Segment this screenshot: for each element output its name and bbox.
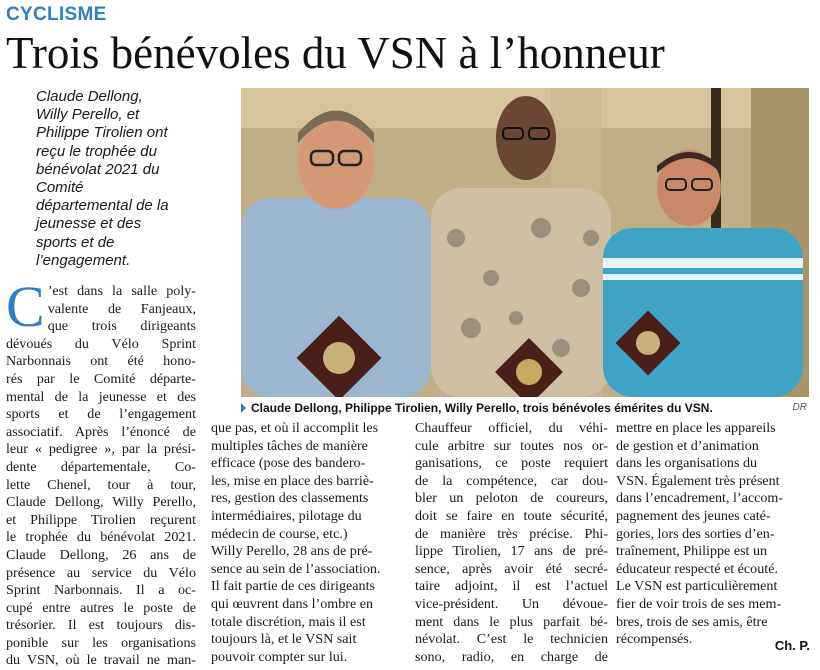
body-column-4	[616, 420, 812, 649]
body-column-3-text: Chauffeur officiel, du véhi- cule arbitre sur toutes nos or- ganisations, ce poste requiert de la compétence, car dou- bler un peloton de coureurs, doit se faire en toute sécurité, de manière très précise. Phi- lippe Tirolien, 17 ans de pré- sence, après avoir été secré- taire adjoint, il est l’actuel vice-président. Un dévoue- ment dans le plus parfait bé- névolat. C’est le technicien sono, radio, en charge de	[415, 420, 608, 665]
caption-text: Claude Dellong, Philippe Tirolien, Willy Perello, trois bénévoles émérites du VSN.	[251, 401, 713, 415]
body-column-1-text: ’est dans la salle poly- valente de Fanjeaux, que trois dirigeants dévoués du Vélo Sprint Narbonnais ont été hono- rés par le Comité départe- mental de la jeunesse et des sports et de l’engagement associatif. Après l’énoncé de leur « pedigree », par la prési- dente départementale, Co- lette Chenel, tour à tour, Claude Dellong, Willy Perello, et Philippe Tirolien reçurent le trophée du bénévolat 2021. Claude Dellong, 26 ans de présence au service du Vélo Sprint Narbonnais. Il a oc- cupé entre autres le poste de trésorier. Il est toujours dis- ponible sur les organisations du VSN, où le travail ne man-	[6, 283, 196, 669]
body-column-2	[211, 420, 404, 666]
body-column-3	[415, 420, 608, 666]
body-column-1	[6, 274, 196, 670]
body-column-2-text: que pas, et où il accomplit les multiples tâches de manière efficace (pose des bandero- les, mise en place des barriè- res, gestion des classements intermédiaires, pilotage du médecin de course, etc.) Willy Perello, 28 ans de pré- sence au sein de l’association. Il fait partie de ces dirigeants qui œuvrent dans l’ombre en totale discrétion, mais il est toujours là, et le VSN sait pouvoir compter sur lui.	[211, 420, 381, 665]
drop-cap: C	[6, 274, 45, 339]
photo-credit: DR	[792, 402, 807, 413]
lede-paragraph: Claude Dellong, Willy Perello, et Philippe Tirolien ont reçu le trophée du bénévolat 2021 du Comité départemental de la jeunesse et des sports et de l’engagement.	[36, 88, 169, 269]
section-rubric: CYCLISME	[6, 4, 107, 25]
caption-marker-icon	[241, 403, 246, 413]
author-signature: Ch. P.	[774, 638, 810, 653]
photo-caption	[241, 400, 809, 416]
body-column-4-text: mettre en place les appareils de gestion et d’animation dans les organisations du VSN. Également très présent dans l’encadrement, l’accom- pagnement des jeunes caté- gories, lors des sorties d’en- traînement, Philippe est un éducateur respecté et écouté. Le VSN est particulièrement fier de voir trois de ses mem- bres, trois de ses amis, être récompensés.	[616, 420, 784, 648]
headline: Trois bénévoles du VSN à l’honneur	[6, 28, 665, 78]
article-photo	[241, 88, 809, 397]
